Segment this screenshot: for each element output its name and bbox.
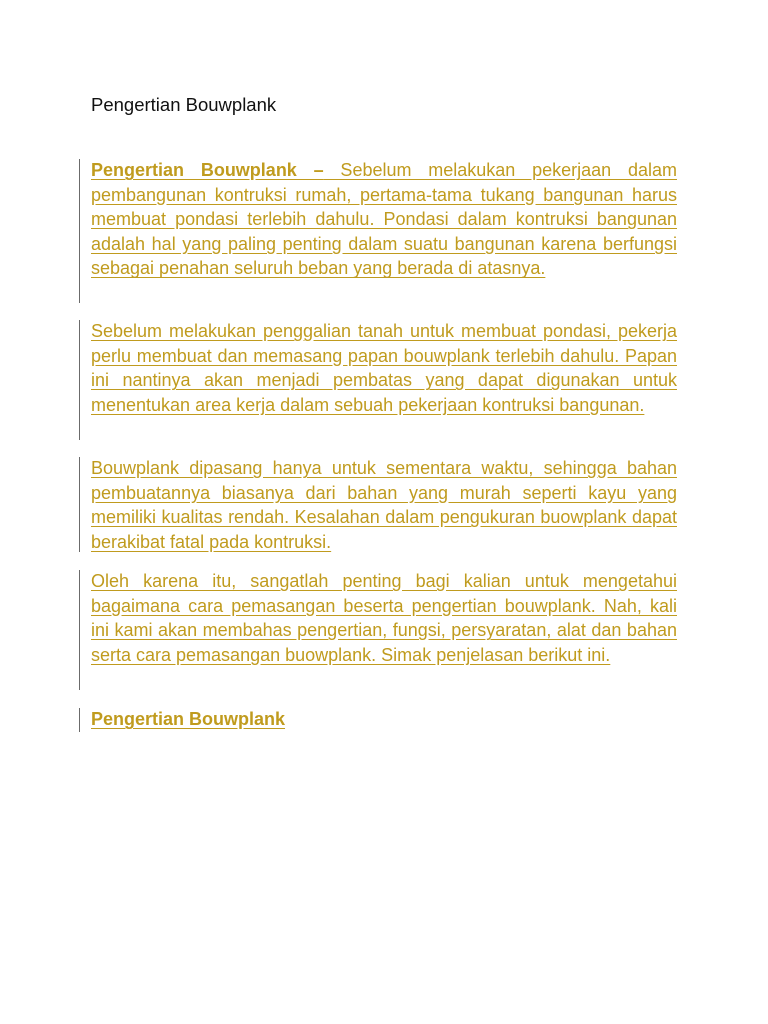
- paragraph-block-3: [79, 456, 679, 553]
- revision-bar: [79, 570, 80, 690]
- paragraph-block-2: [79, 319, 679, 441]
- paragraph-2[interactable]: Sebelum melakukan penggalian tanah untuk membuat pondasi, pekerja perlu membuat dan memasang papan bouwplank terlebih dahulu. Papan ini nantinya akan menjadi pembatas yang dapat digunakan untuk menentukan area kerja dalam sebuah pekerjaan kontruksi bangunan.: [91, 321, 677, 415]
- revision-bar: [79, 159, 80, 303]
- revision-bar: [79, 457, 80, 552]
- subheading-link[interactable]: Pengertian Bouwplank: [91, 709, 286, 729]
- subheading-block: [79, 707, 679, 733]
- paragraph-block-1: [79, 158, 679, 304]
- paragraph-1-text[interactable]: Sebelum melakukan pekerjaan dalam pembangunan kontruksi rumah, pertama-tama tukang bangunan harus membuat pondasi terlebih dahulu. Pondasi dalam kontruksi bangunan adalah hal yang paling penting dalam suatu bangunan karena berfungsi sebagai penahan seluruh beban yang berada di atasnya.: [91, 160, 677, 279]
- revision-bar: [79, 320, 80, 440]
- document-title: Pengertian Bouwplank: [91, 94, 277, 115]
- revision-bar: [79, 708, 80, 732]
- paragraph-1-lead[interactable]: Pengertian Bouwplank –: [91, 160, 324, 180]
- paragraph-4[interactable]: Oleh karena itu, sangatlah penting bagi kalian untuk mengetahui bagaimana cara pemasangan beserta pengertian bouwplank. Nah, kali ini kami akan membahas pengertian, fungsi, persyaratan, alat dan bahan serta cara pemasangan buowplank. Simak penjelasan berikut ini.: [91, 571, 677, 665]
- paragraph-3[interactable]: Bouwplank dipasang hanya untuk sementara waktu, sehingga bahan pembuatannya biasanya dari bahan yang murah seperti kayu yang memiliki kualitas rendah. Kesalahan dalam pengukuran buowplank dapat berakibat fatal pada kontruksi.: [91, 458, 677, 552]
- paragraph-1[interactable]: [91, 158, 677, 281]
- paragraph-block-4: [79, 569, 679, 691]
